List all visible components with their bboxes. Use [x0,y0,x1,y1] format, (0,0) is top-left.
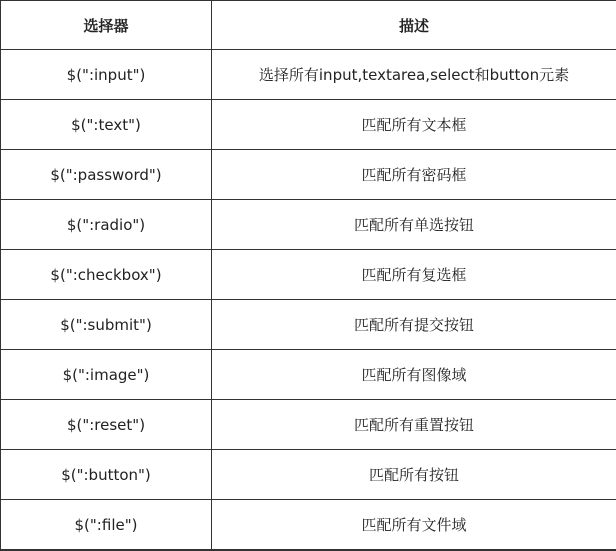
selector-cell: $(":password") [1,150,212,200]
table-row [1,500,616,550]
table-row [1,250,616,300]
table-row [1,50,616,100]
selector-cell: $(":input") [1,50,212,100]
description-cell: 选择所有input,textarea,select和button元素 [212,50,616,100]
selector-cell: $(":button") [1,450,212,500]
table-header-row [1,1,616,50]
table-row [1,400,616,450]
selector-cell: $(":submit") [1,300,212,350]
description-cell: 匹配所有按钮 [212,450,616,500]
description-cell: 匹配所有文件域 [212,500,616,550]
table-row [1,200,616,250]
table-row [1,450,616,500]
table-row [1,150,616,200]
header-selector: 选择器 [1,1,212,50]
selector-cell: $(":reset") [1,400,212,450]
description-cell: 匹配所有文本框 [212,100,616,150]
selector-cell: $(":checkbox") [1,250,212,300]
table-row [1,100,616,150]
selector-cell: $(":image") [1,350,212,400]
description-cell: 匹配所有图像域 [212,350,616,400]
selector-cell: $(":radio") [1,200,212,250]
table-row [1,300,616,350]
description-cell: 匹配所有重置按钮 [212,400,616,450]
description-cell: 匹配所有提交按钮 [212,300,616,350]
description-cell: 匹配所有密码框 [212,150,616,200]
selector-cell: $(":file") [1,500,212,550]
table-row [1,350,616,400]
header-description: 描述 [212,1,616,50]
selector-cell: $(":text") [1,100,212,150]
description-cell: 匹配所有复选框 [212,250,616,300]
description-cell: 匹配所有单选按钮 [212,200,616,250]
